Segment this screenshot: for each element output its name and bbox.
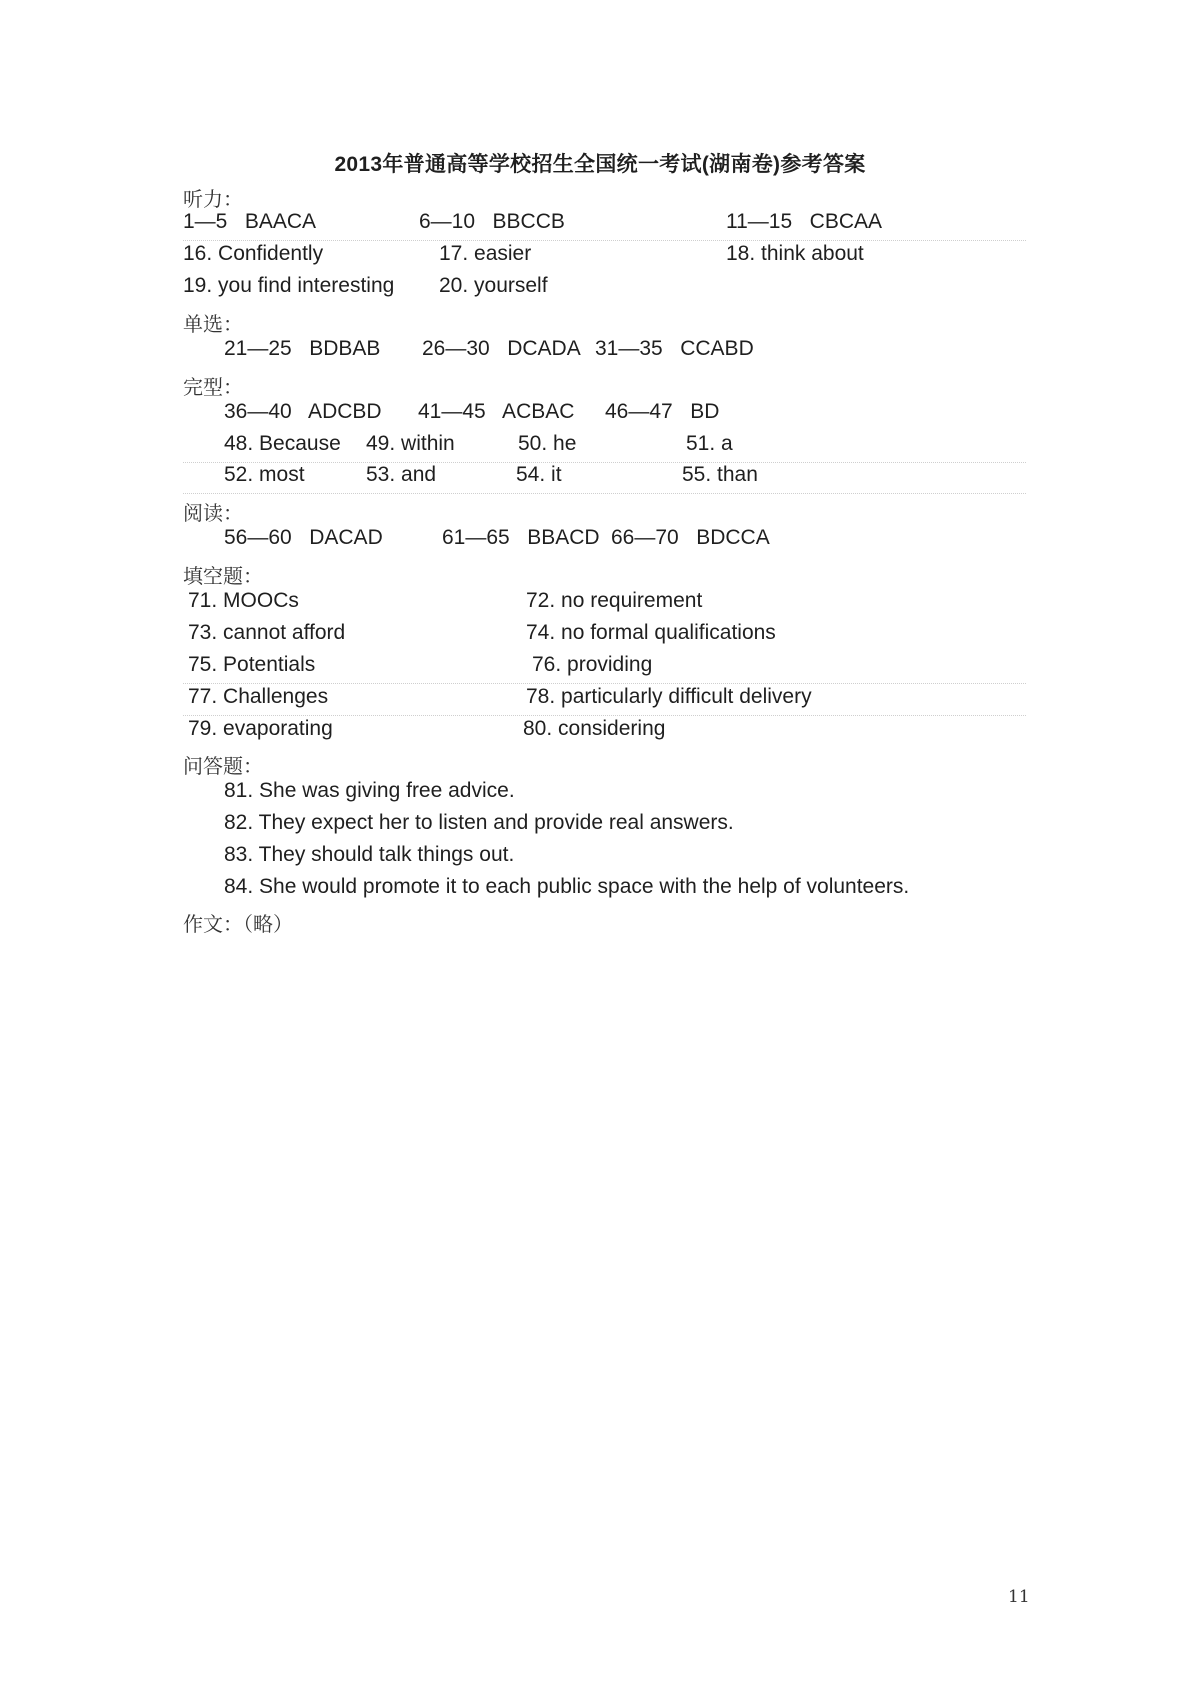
answer-item: 71. MOOCs [188,589,299,612]
answer-item: 74. no formal qualifications [526,621,776,644]
answer-item: 79. evaporating [188,717,333,740]
qa-answer [224,811,1024,841]
cloze-row-3 [183,463,1026,494]
fill-blank-row-5 [183,717,1026,747]
section-writing-heading: 作文：（略） [183,912,293,936]
answer-group: 21—25 BDBAB [224,337,381,360]
qa-answer-text: 83. They should talk things out. [224,843,515,866]
answer-group: 66—70 BDCCA [611,526,770,549]
page-number: 11 [1008,1587,1030,1607]
cloze-row-2 [183,432,1026,463]
answer-group: 26—30 DCADA [422,337,581,360]
section-single-choice-heading: 单选： [183,312,243,336]
answer-item: 51. a [686,432,733,455]
section-reading-heading: 阅读： [183,501,243,525]
qa-answer-text: 84. She would promote it to each public space with the help of volunteers. [224,875,910,898]
answer-item: 54. it [516,463,562,486]
answer-item: 77. Challenges [188,685,329,708]
document-title: 2013年普通高等学校招生全国统一考试(湖南卷)参考答案 [334,153,866,176]
answer-item: 75. Potentials [188,653,316,676]
listening-row-2 [183,242,1026,272]
answer-item: 78. particularly difficult delivery [526,685,812,708]
section-fill-blank-heading: 填空题： [183,564,263,588]
answer-item: 18. think about [726,242,864,265]
answer-item: 76. providing [532,653,653,676]
fill-blank-row-3 [183,653,1026,684]
qa-answer [224,779,1024,809]
answer-group: 1—5 BAACA [183,210,317,233]
answer-item: 50. he [518,432,577,455]
section-listening-heading: 听力： [183,187,243,211]
answer-item: 17. easier [439,242,532,265]
answer-group: 56—60 DACAD [224,526,383,549]
fill-blank-row-1 [183,589,1026,619]
section-cloze-heading: 完型： [183,375,243,399]
qa-answer [224,875,1024,905]
fill-blank-row-4 [183,685,1026,716]
reading-row [224,526,1026,556]
qa-answer-text: 81. She was giving free advice. [224,779,515,802]
answer-item: 55. than [682,463,758,486]
listening-row-3 [183,274,1026,304]
answer-group: 31—35 CCABD [595,337,754,360]
answer-group: 41—45 ACBAC [418,400,575,423]
answer-item: 49. within [366,432,455,455]
listening-row-1 [183,210,1026,241]
cloze-row-1 [224,400,1026,430]
single-choice-row [224,337,1026,367]
answer-item: 72. no requirement [526,589,703,612]
answer-group: 6—10 BBCCB [419,210,565,233]
answer-item: 48. Because [224,432,341,455]
answer-item: 52. most [224,463,305,486]
qa-answer [224,843,1024,873]
answer-item: 19. you find interesting [183,274,395,297]
answer-group: 36—40 ADCBD [224,400,382,423]
answer-group: 61—65 BBACD [442,526,600,549]
qa-answer-text: 82. They expect her to listen and provide real answers. [224,811,734,834]
section-qa-heading: 问答题： [183,754,263,778]
answer-group: 46—47 BD [605,400,720,423]
answer-item: 73. cannot afford [188,621,346,644]
answer-group: 11—15 CBCAA [726,210,883,233]
answer-item: 16. Confidently [183,242,324,265]
answer-item: 80. considering [523,717,666,740]
answer-item: 53. and [366,463,437,486]
answer-item: 20. yourself [439,274,548,297]
fill-blank-row-2 [183,621,1026,651]
